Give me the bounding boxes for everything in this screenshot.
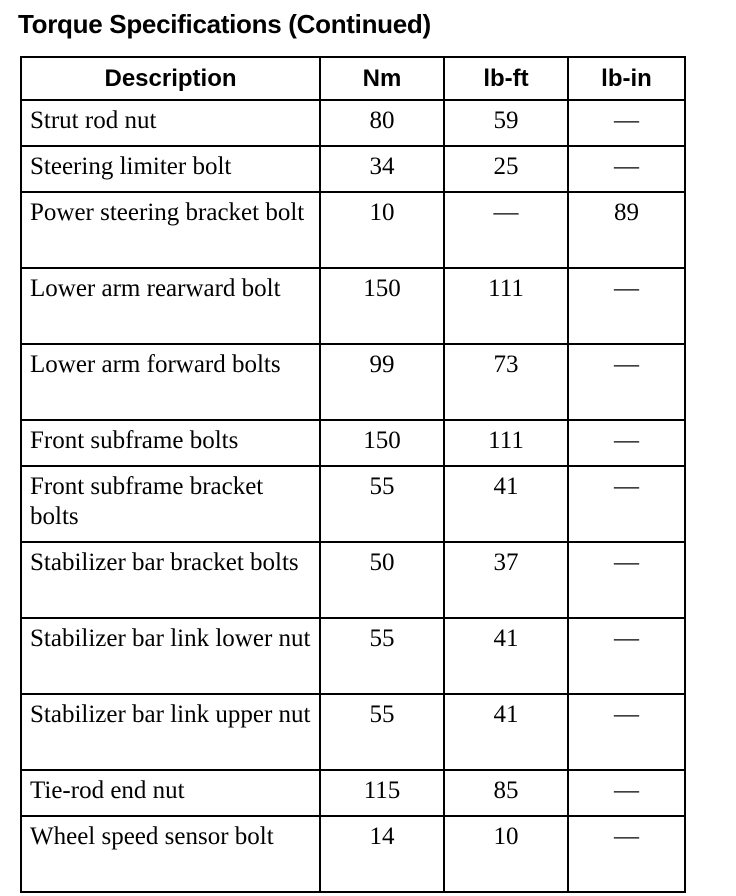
table-row <box>21 618 685 694</box>
cell-description: Stabilizer bar bracket bolts <box>21 542 320 618</box>
cell-lb-in: — <box>568 100 685 146</box>
cell-description: Tie-rod end nut <box>21 770 320 816</box>
column-header-lb-in: lb-in <box>568 57 685 100</box>
torque-spec-table <box>20 56 686 893</box>
cell-nm: 10 <box>320 192 444 268</box>
cell-lb-in: — <box>568 770 685 816</box>
table-row <box>21 542 685 618</box>
cell-description: Steering limiter bolt <box>21 146 320 192</box>
cell-lb-ft: 10 <box>444 816 568 892</box>
cell-lb-ft: 41 <box>444 694 568 770</box>
cell-lb-in: — <box>568 542 685 618</box>
cell-description: Wheel speed sensor bolt <box>21 816 320 892</box>
cell-lb-in: 89 <box>568 192 685 268</box>
column-header-description: Description <box>21 57 320 100</box>
cell-description: Lower arm rearward bolt <box>21 268 320 344</box>
cell-nm: 55 <box>320 466 444 542</box>
cell-nm: 150 <box>320 268 444 344</box>
cell-nm: 34 <box>320 146 444 192</box>
cell-lb-in: — <box>568 694 685 770</box>
cell-lb-ft: 41 <box>444 618 568 694</box>
cell-lb-in: — <box>568 268 685 344</box>
cell-lb-ft: 111 <box>444 420 568 466</box>
cell-lb-ft: 85 <box>444 770 568 816</box>
cell-lb-in: — <box>568 146 685 192</box>
page-title: Torque Specifications (Continued) <box>18 9 431 39</box>
cell-nm: 150 <box>320 420 444 466</box>
cell-nm: 55 <box>320 618 444 694</box>
cell-nm: 115 <box>320 770 444 816</box>
cell-nm: 50 <box>320 542 444 618</box>
table-row <box>21 344 685 420</box>
cell-nm: 14 <box>320 816 444 892</box>
table-row <box>21 192 685 268</box>
cell-lb-ft: 37 <box>444 542 568 618</box>
cell-description: Lower arm forward bolts <box>21 344 320 420</box>
table-row <box>21 268 685 344</box>
cell-description: Front subframe bracket bolts <box>21 466 320 542</box>
cell-lb-ft: 25 <box>444 146 568 192</box>
cell-nm: 80 <box>320 100 444 146</box>
table-row <box>21 466 685 542</box>
cell-description: Power steering bracket bolt <box>21 192 320 268</box>
table-header-row <box>21 57 685 100</box>
cell-nm: 55 <box>320 694 444 770</box>
cell-lb-ft: 111 <box>444 268 568 344</box>
cell-description: Strut rod nut <box>21 100 320 146</box>
cell-lb-in: — <box>568 466 685 542</box>
cell-lb-in: — <box>568 344 685 420</box>
cell-lb-ft: 73 <box>444 344 568 420</box>
table-row <box>21 770 685 816</box>
cell-nm: 99 <box>320 344 444 420</box>
cell-lb-ft: 41 <box>444 466 568 542</box>
cell-lb-ft: — <box>444 192 568 268</box>
column-header-lb-ft: lb-ft <box>444 57 568 100</box>
cell-description: Stabilizer bar link upper nut <box>21 694 320 770</box>
cell-description: Stabilizer bar link lower nut <box>21 618 320 694</box>
table-row <box>21 100 685 146</box>
column-header-nm: Nm <box>320 57 444 100</box>
cell-lb-ft: 59 <box>444 100 568 146</box>
table-row <box>21 816 685 892</box>
table-row <box>21 694 685 770</box>
table-row <box>21 420 685 466</box>
cell-lb-in: — <box>568 420 685 466</box>
cell-description: Front subframe bolts <box>21 420 320 466</box>
cell-lb-in: — <box>568 618 685 694</box>
table-row <box>21 146 685 192</box>
cell-lb-in: — <box>568 816 685 892</box>
